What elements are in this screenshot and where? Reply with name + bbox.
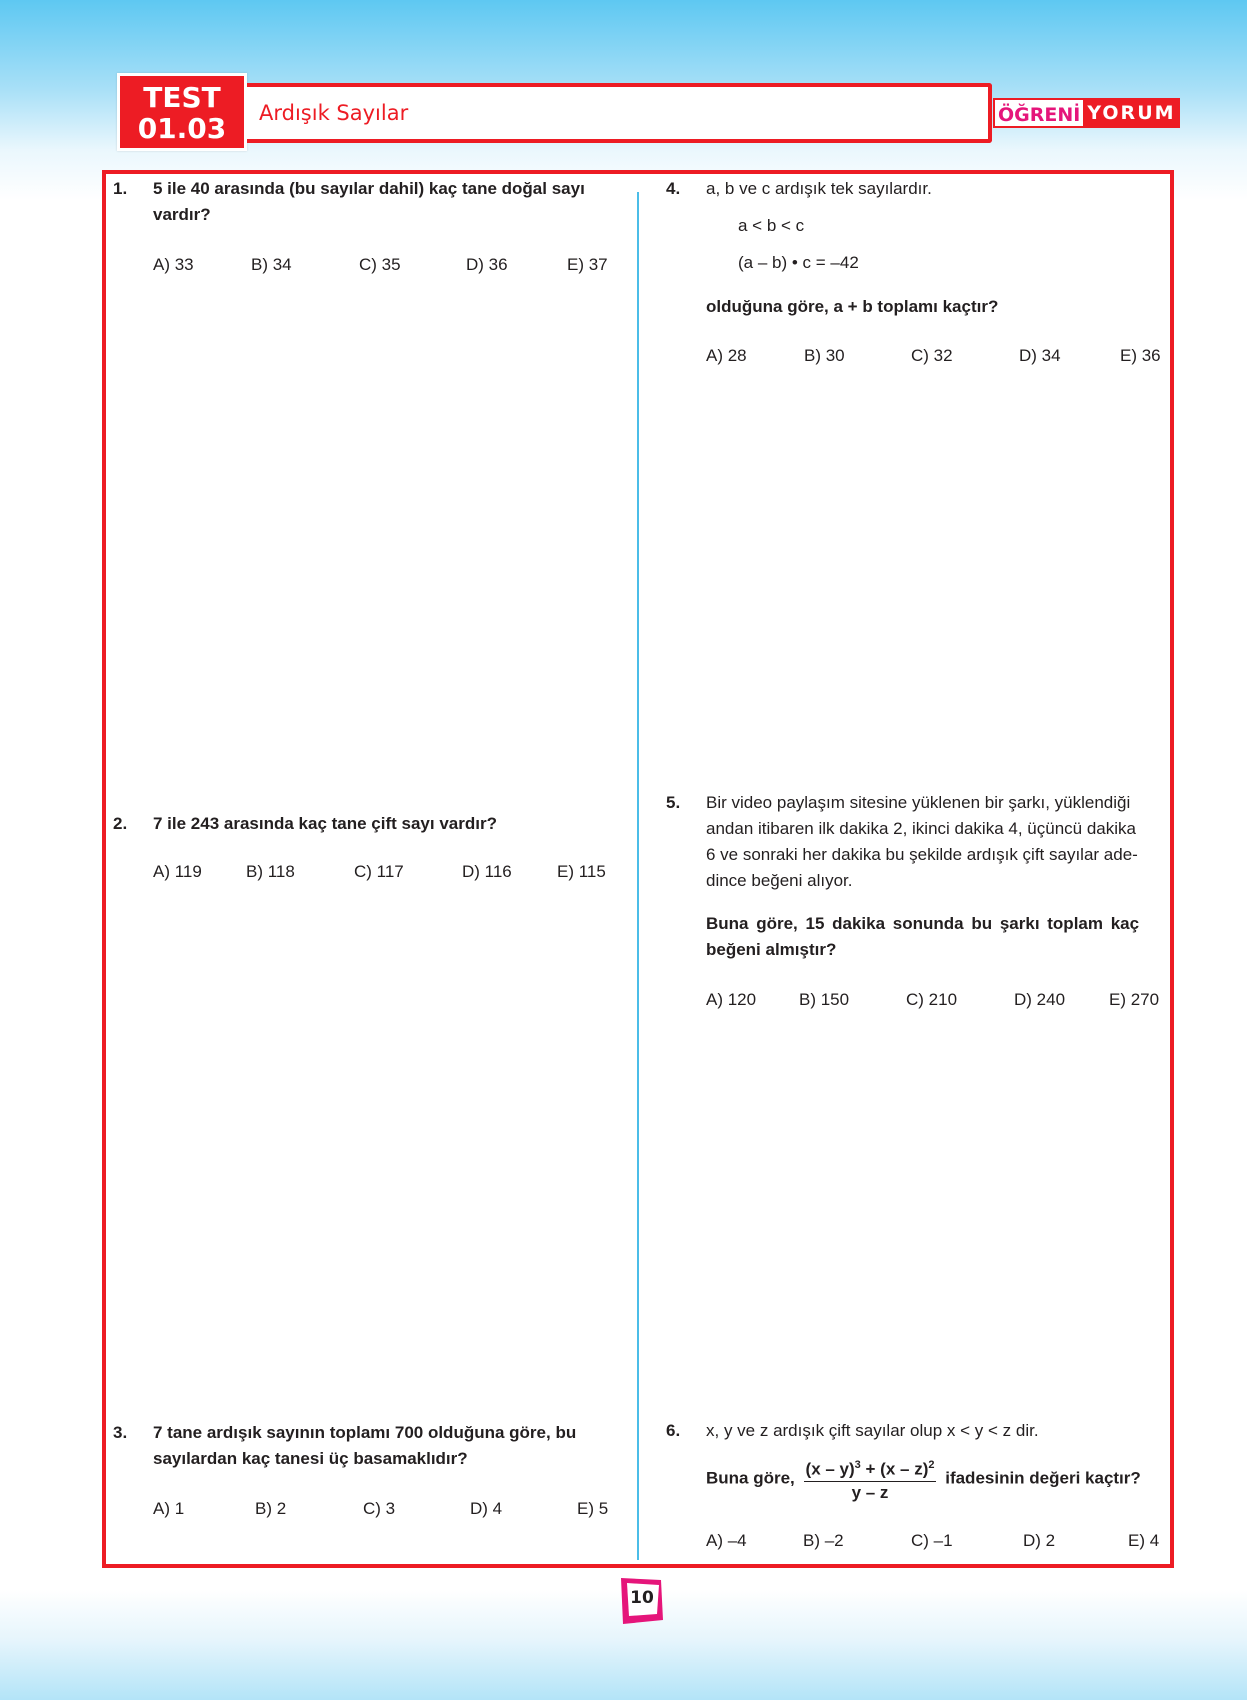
equation-2: (a – b) • c = –42 [738, 253, 859, 272]
question-number: 1. [113, 179, 128, 198]
exponent-a: 3 [854, 1459, 861, 1471]
prompt-prefix: Buna göre, [706, 1468, 795, 1488]
question-number: 5. [666, 793, 681, 812]
question-prompt-line: beğeni almıştır? [706, 940, 837, 959]
numerator [804, 1454, 937, 1482]
question-text-line: dince beğeni alıyor. [706, 871, 853, 890]
option-a[interactable]: A) 120 [706, 990, 757, 1009]
option-e[interactable]: E) 36 [1120, 346, 1161, 365]
option-b[interactable]: B) 30 [804, 346, 845, 365]
question-text-line: andan itibaren ilk dakika 2, ikinci dakika 4, üçüncü dakika [706, 819, 1136, 838]
question-text-line: 7 tane ardışık sayının toplamı 700 olduğuna göre, bu [153, 1423, 577, 1442]
test-badge [117, 73, 247, 151]
option-d[interactable]: D) 34 [1019, 346, 1061, 365]
option-d[interactable]: D) 4 [470, 1499, 503, 1518]
option-a[interactable]: A) 33 [153, 255, 194, 274]
question-text-line: 6 ve sonraki her dakika bu şekilde ardışık çift sayılar ade- [706, 845, 1138, 864]
option-e[interactable]: E) 115 [557, 862, 606, 881]
option-b[interactable]: B) –2 [803, 1531, 844, 1550]
logo-part-2: YORUM [1083, 98, 1179, 128]
title-bar [247, 83, 992, 143]
option-d[interactable]: D) 240 [1014, 990, 1066, 1009]
page-title: Ardışık Sayılar [259, 101, 409, 125]
option-c[interactable]: C) 3 [363, 1499, 396, 1518]
question-prompt: olduğuna göre, a + b toplamı kaçtır? [706, 297, 999, 316]
test-number: 01.03 [137, 112, 227, 145]
option-b[interactable]: B) 2 [255, 1499, 287, 1518]
option-b[interactable]: B) 150 [799, 990, 850, 1009]
question-text-line: vardır? [153, 205, 211, 224]
option-e[interactable]: E) 270 [1109, 990, 1160, 1009]
question-intro: x, y ve z ardışık çift sayılar olup x < y < z dir. [706, 1421, 1039, 1440]
prompt-suffix: ifadesinin değeri kaçtır? [945, 1468, 1141, 1488]
test-label: TEST [143, 81, 221, 114]
option-c[interactable]: C) 210 [906, 990, 958, 1009]
question-number: 6. [666, 1421, 681, 1440]
option-c[interactable]: C) 32 [911, 346, 953, 365]
fraction-expression [804, 1454, 937, 1504]
exponent-b: 2 [928, 1459, 935, 1471]
brand-logo [993, 98, 1180, 128]
option-c[interactable]: C) 35 [359, 255, 401, 274]
equation-1: a < b < c [738, 216, 805, 235]
question-text-line: 7 ile 243 arasında kaç tane çift sayı vardır? [153, 814, 497, 833]
option-b[interactable]: B) 118 [246, 862, 295, 881]
question-text-line: sayılardan kaç tanesi üç basamaklıdır? [153, 1449, 468, 1468]
question-number: 2. [113, 814, 128, 833]
option-d[interactable]: D) 116 [462, 862, 512, 881]
option-c[interactable]: C) 117 [354, 862, 404, 881]
option-e[interactable]: E) 5 [577, 1499, 609, 1518]
question-prompt [706, 1454, 1176, 1504]
option-e[interactable]: E) 4 [1128, 1531, 1160, 1550]
logo-part-1: ÖĞRENİ [993, 98, 1083, 128]
option-d[interactable]: D) 36 [466, 255, 508, 274]
question-prompt-line: Buna göre, 15 dakika sonunda bu şarkı toplam kaç [706, 914, 1140, 933]
term-b: (x – z) [880, 1459, 929, 1479]
option-a[interactable]: A) –4 [706, 1531, 747, 1550]
option-d[interactable]: D) 2 [1023, 1531, 1056, 1550]
page-number-badge [617, 1576, 667, 1626]
denominator: y – z [851, 1482, 889, 1502]
option-c[interactable]: C) –1 [911, 1531, 953, 1550]
option-a[interactable]: A) 1 [153, 1499, 185, 1518]
question-text-line: Bir video paylaşım sitesine yüklenen bir şarkı, yüklendiği [706, 793, 1131, 812]
option-a[interactable]: A) 28 [706, 346, 747, 365]
option-b[interactable]: B) 34 [251, 255, 292, 274]
page-number: 10 [630, 1588, 654, 1608]
option-a[interactable]: A) 119 [153, 862, 202, 881]
term-a: (x – y) [805, 1459, 855, 1479]
question-intro: a, b ve c ardışık tek sayılardır. [706, 179, 932, 198]
question-text-line: 5 ile 40 arasında (bu sayılar dahil) kaç tane doğal sayı [153, 179, 585, 198]
column-divider [637, 192, 639, 1560]
plus-sign: + [860, 1459, 881, 1479]
question-number: 3. [113, 1423, 128, 1442]
option-e[interactable]: E) 37 [567, 255, 608, 274]
question-number: 4. [666, 179, 681, 198]
